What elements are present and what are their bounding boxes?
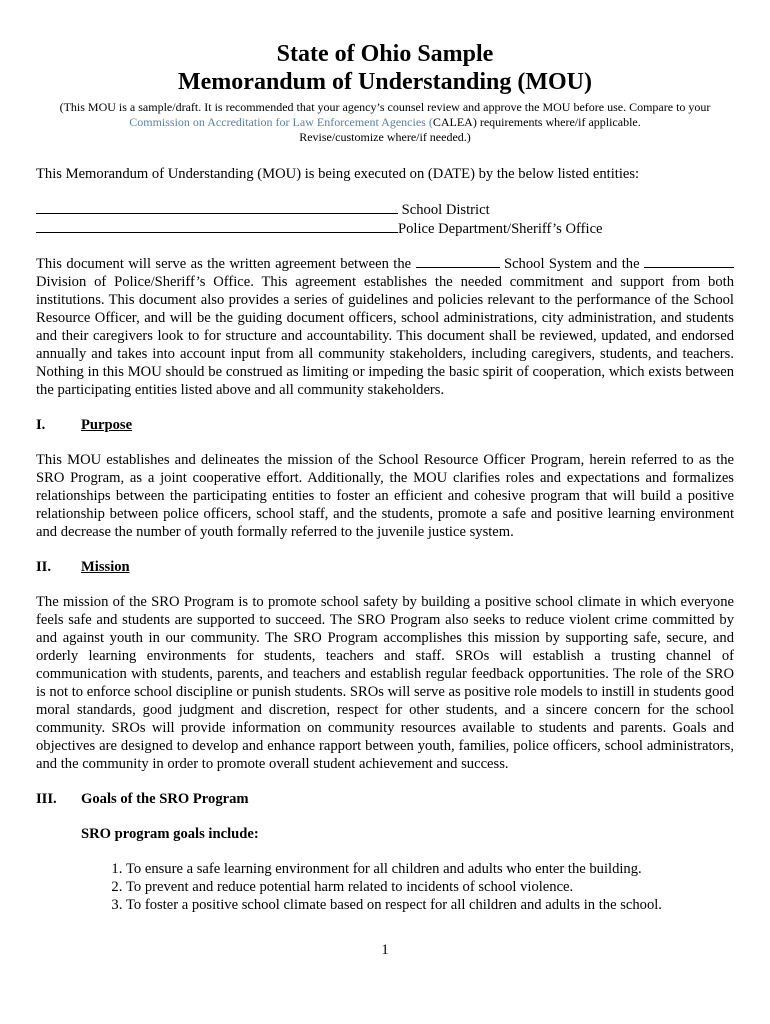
draft-note-text: (This MOU is a sample/draft. It is recommended that your agency’s counsel review and approve the MOU before use. Compare to your: [59, 100, 711, 114]
division-blank: [644, 254, 734, 268]
draft-note-text-3: Revise/customize where/if needed.): [299, 130, 471, 144]
agreement-text-a: This document will serve as the written agreement between the: [36, 256, 412, 272]
section-title: Mission: [81, 559, 130, 575]
goals-list: [36, 860, 734, 914]
page-number: 1: [381, 942, 389, 958]
police-dept-blank: [36, 219, 398, 233]
section-goals-heading: [36, 790, 734, 808]
police-dept-line: [36, 219, 734, 238]
police-dept-label: Police Department/Sheriff’s Office: [398, 221, 603, 237]
calea-link[interactable]: Commission on Accreditation for Law Enforcement Agencies (: [129, 115, 433, 129]
section-mission-heading: [36, 558, 734, 576]
goals-subheading: SRO program goals include:: [81, 826, 259, 842]
agreement-text-c: Division of Police/Sheriff’s Office. This agreement establishes the needed commitment and support from both institutions. This document also provides a series of guidelines and policies relevant to the performance of the School Resource Officer, and will be the guiding document officers, school administrations, city administration, and students and their caregivers look to for structure and accountability. This document shall be reviewed, updated, and endorsed annually and takes into account input from all community stakeholders, including caregivers, students, and teachers. Nothing in this MOU should be construed as limiting or impeding the basic spirit of cooperation, which exists between the participating entities listed above and all community stakeholders.: [36, 274, 734, 398]
document-title-line1: State of Ohio Sample: [276, 41, 494, 67]
mission-paragraph: The mission of the SRO Program is to promote school safety by building a positive school climate in which everyone feels safe and students are supported to succeed. The SRO Program also seeks to reduce violent crime committed by and against youth in our community. The SRO Program accomplishes this mission by supporting safe, secure, and orderly learning environments for students, teachers and staff. SROs will establish a trusting channel of communication with students, parents, and teachers and establish regular feedback opportunities. The role of the SRO is not to enforce school discipline or punish students. SROs will serve as positive role models to instill in students good moral standards, good judgment and discretion, respect for other students, and a sincere concern for the school community. SROs will provide information on community resources available to students and parents. Goals and objectives are designed to develop and enhance rapport between youth, families, police officers, school administrators, and the community in order to promote overall student achievement and success.: [36, 594, 734, 772]
draft-note: [36, 100, 734, 145]
school-district-line: [36, 200, 734, 219]
section-number: II.: [36, 559, 52, 575]
section-title: Goals of the SRO Program: [81, 791, 249, 807]
section-number: III.: [36, 791, 57, 807]
section-purpose-heading: [36, 416, 734, 434]
list-item: 1. To ensure a safe learning environment for all children and adults who enter the building.: [126, 860, 734, 878]
school-system-blank: [416, 254, 500, 268]
intro-paragraph: This Memorandum of Understanding (MOU) is being executed on (DATE) by the below listed entities:: [36, 166, 640, 182]
school-district-label: School District: [401, 202, 490, 218]
purpose-paragraph: This MOU establishes and delineates the mission of the School Resource Officer Program, herein referred to as the SRO Program, as a joint cooperative effort. Additionally, the MOU clarifies roles and expectations and formalizes relationships between the participating entities to foster an efficient and cohesive program that will build a positive relationship between police officers, school staff, and the students, promote a safe and positive learning environment and decrease the number of youth formally referred to the juvenile justice system.: [36, 452, 734, 540]
list-item: 2. To prevent and reduce potential harm related to incidents of school violence.: [126, 878, 734, 896]
section-number: I.: [36, 417, 46, 433]
section-title: Purpose: [81, 417, 133, 433]
document-title-line2: Memorandum of Understanding (MOU): [178, 69, 592, 95]
document-page: [36, 40, 734, 914]
school-district-blank: [36, 200, 398, 214]
agreement-text-b: School System and the: [503, 256, 640, 272]
agreement-paragraph: [36, 254, 734, 399]
signatory-block: [36, 200, 734, 238]
list-item: 3. To foster a positive school climate based on respect for all children and adults in the school.: [126, 896, 734, 914]
draft-note-text-2: CALEA) requirements where/if applicable.: [432, 115, 641, 129]
